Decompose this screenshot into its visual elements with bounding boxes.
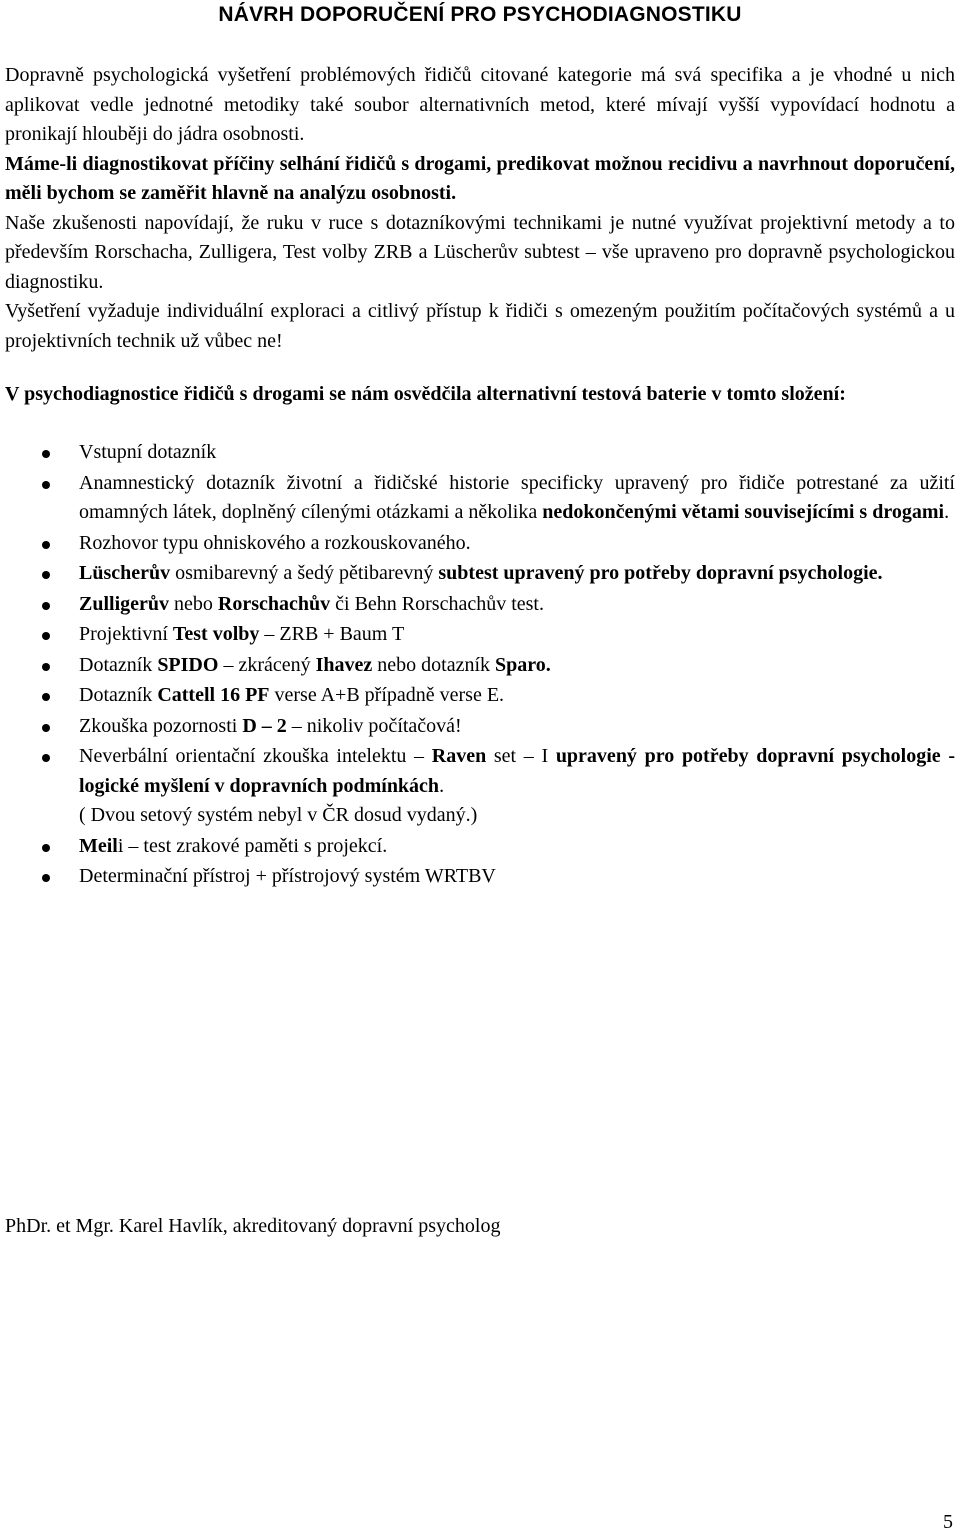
item-text: . bbox=[944, 501, 950, 523]
bullet-icon bbox=[42, 754, 50, 762]
bullet-icon bbox=[42, 874, 50, 882]
item-text: nebo bbox=[169, 592, 218, 615]
item-text: verse A+B případně verse E. bbox=[269, 684, 505, 706]
bullet-icon bbox=[42, 602, 50, 610]
item-bold-text: Zulligerův bbox=[79, 592, 170, 615]
item-text: Neverbální orientační zkouška intelektu – bbox=[79, 745, 432, 767]
item-text: Dotazník bbox=[79, 653, 158, 676]
item-bold-text: nedokončenými větami souvisejícími s drogami bbox=[542, 501, 945, 523]
list-item bbox=[5, 469, 955, 528]
bullet-icon bbox=[42, 693, 50, 701]
bullet-icon bbox=[42, 632, 50, 640]
page-title: NÁVRH DOPORUČENÍ PRO PSYCHODIAGNOSTIKU bbox=[218, 3, 742, 26]
item-text: – ZRB + Baum T bbox=[259, 623, 405, 645]
item-bold-text: D – 2 bbox=[242, 714, 287, 737]
item-text: – zkrácený bbox=[218, 653, 316, 676]
item-bold-text: Sparo. bbox=[495, 653, 551, 676]
bullet-icon bbox=[42, 481, 50, 489]
test-battery-list bbox=[5, 438, 955, 893]
list-item bbox=[5, 590, 955, 620]
list-item bbox=[5, 832, 955, 862]
item-bold-text: Cattell 16 PF bbox=[157, 684, 270, 706]
item-bold-text: Ihavez bbox=[315, 653, 373, 676]
bullet-icon bbox=[42, 450, 50, 458]
item-text: osmibarevný a šedý pětibarevný bbox=[170, 562, 439, 584]
list-item bbox=[5, 862, 955, 892]
item-text: Determinační přístroj + přístrojový systém WRTBV bbox=[79, 865, 496, 887]
item-text: set – I bbox=[486, 745, 556, 767]
list-item bbox=[5, 529, 955, 559]
list-item bbox=[5, 742, 955, 831]
list-item bbox=[5, 712, 955, 742]
item-text: Vstupní dotazník bbox=[79, 441, 217, 463]
item-bold-text: Test volby bbox=[172, 623, 260, 645]
intro-paragraph bbox=[5, 61, 955, 356]
bullet-icon bbox=[42, 724, 50, 732]
item-note: ( Dvou setový systém nebyl v ČR dosud vydaný.) bbox=[79, 804, 478, 826]
item-bold-text: Meil bbox=[79, 834, 118, 857]
intro-sentence-3: Naše zkušenosti napovídají, že ruku v ruce s dotazníkovými technikami je nutné využívat projektivní metody a to především Rorschacha, Zulligera, Test volby ZRB a Lüscherův subtest – vše upraveno pro dopravně psychologickou diagnostiku. bbox=[5, 211, 955, 293]
item-text: Anamnestický dotazník životní a řidičské historie specificky upravený pro řidiče potrestané za užití omamných látek, doplněný cílenými otázkami a několika bbox=[79, 471, 955, 523]
intro-sentence-2: Máme-li diagnostikovat příčiny selhání řidičů s drogami, predikovat možnou recidivu a navrhnout doporučení, měli bychom se zaměřit hlavně na analýzu osobnosti. bbox=[5, 152, 955, 204]
item-text: i – test zrakové paměti s projekcí. bbox=[117, 834, 388, 857]
item-bold-text: SPIDO bbox=[157, 653, 219, 676]
list-item bbox=[5, 559, 955, 589]
bullet-icon bbox=[42, 844, 50, 852]
item-text: Zkouška pozornosti bbox=[79, 714, 243, 737]
item-bold-text: Raven bbox=[431, 745, 487, 767]
item-text: či Behn Rorschachův test. bbox=[330, 592, 544, 615]
bullet-icon bbox=[42, 663, 50, 671]
item-bold-text: Rorschachův bbox=[217, 592, 331, 615]
page-number: 5 bbox=[943, 1511, 953, 1533]
intro-sentence-1: Dopravně psychologická vyšetření problémových řidičů citované kategorie má svá specifika a je vhodné u nich aplikovat vedle jednotné metodiky také soubor alternativních metod, které mívají vyšší vypovídací hodnotu a pronikají hlouběji do jádra osobnosti. bbox=[5, 64, 955, 145]
item-text: . bbox=[439, 774, 445, 797]
author-signature: PhDr. et Mgr. Karel Havlík, akreditovaný dopravní psycholog bbox=[5, 1215, 501, 1237]
item-bold-text: upravený pro potřeby dopravní psychologie - logické myšlení v dopravních podmínkách bbox=[79, 745, 956, 797]
bullet-icon bbox=[42, 541, 50, 549]
item-text: Dotazník bbox=[79, 684, 158, 706]
item-text: Rozhovor typu ohniskového a rozkouskovaného. bbox=[79, 531, 471, 554]
item-bold-text: Lüscherův bbox=[79, 562, 171, 584]
battery-heading: V psychodiagnostice řidičů s drogami se nám osvědčila alternativní testová baterie v tomto složení: bbox=[5, 383, 846, 405]
list-item bbox=[5, 620, 955, 650]
item-bold-text: subtest upravený pro potřeby dopravní psychologie. bbox=[438, 562, 883, 584]
intro-sentence-4: Vyšetření vyžaduje individuální exploraci a citlivý přístup k řidiči s omezeným použitím počítačových systémů a u projektivních technik už vůbec ne! bbox=[5, 300, 955, 352]
list-item bbox=[5, 651, 955, 681]
item-text: nebo dotazník bbox=[372, 653, 496, 676]
bullet-icon bbox=[42, 571, 50, 579]
list-item bbox=[5, 681, 955, 711]
item-text: – nikoliv počítačová! bbox=[286, 714, 462, 737]
item-text: Projektivní bbox=[79, 623, 173, 645]
list-item bbox=[5, 438, 955, 468]
